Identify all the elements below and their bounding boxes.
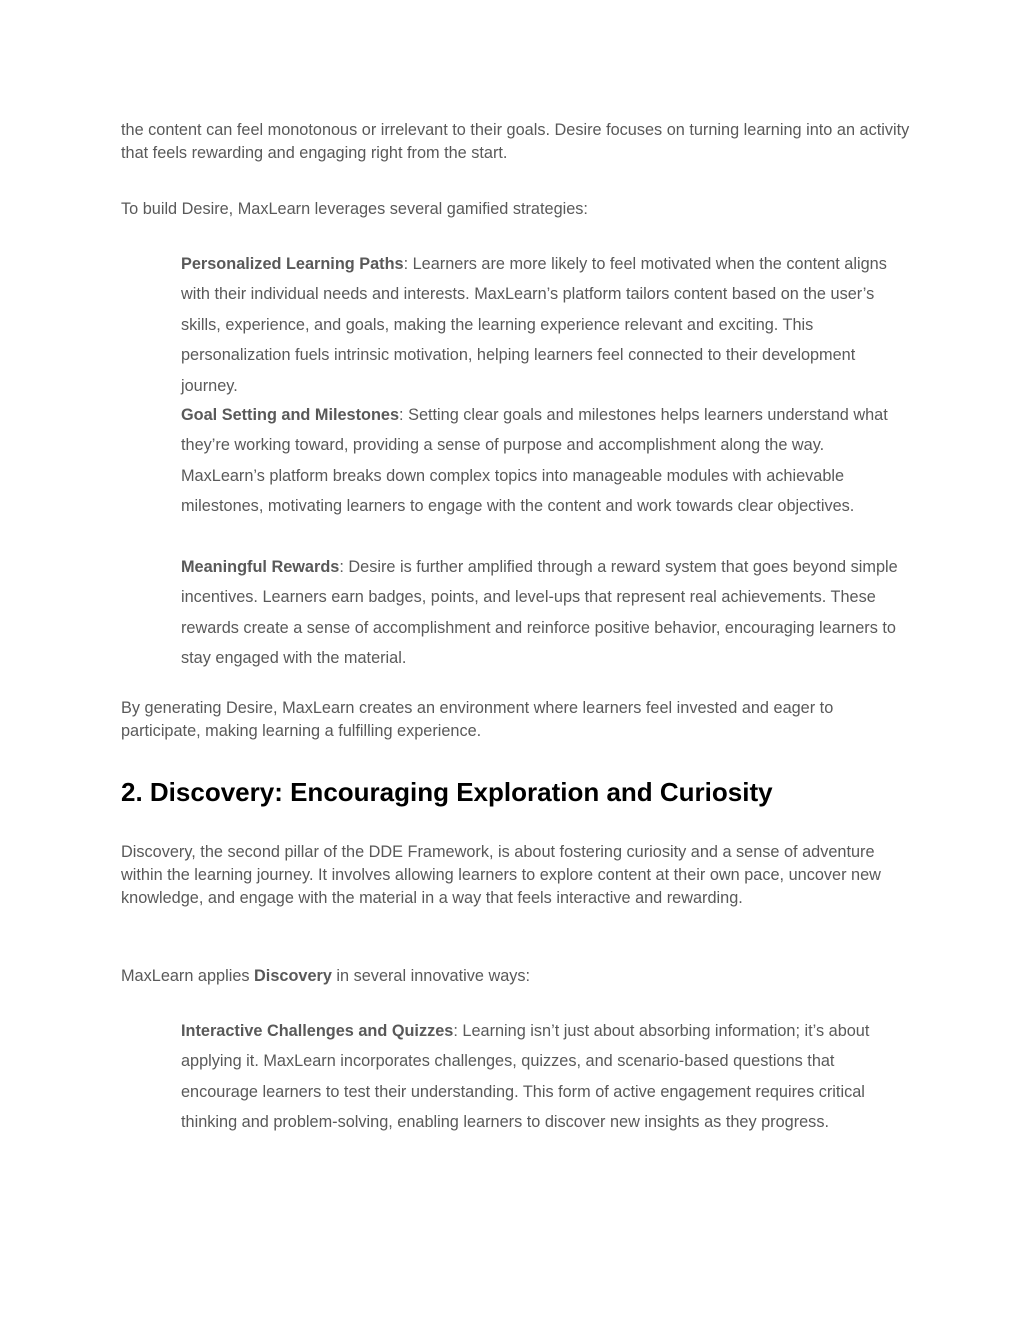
list-item-term: Goal Setting and Milestones (181, 406, 400, 424)
list-item-term: Personalized Learning Paths (181, 255, 404, 273)
desire-strategies-intro: To build Desire, MaxLearn leverages several gamified strategies: (121, 200, 588, 218)
list-item-text: : Desire is further amplified through a reward system that goes beyond simple incentives. Learners earn badges, points, and level-ups that represent real achievements. These rewards create a sense of accomplishment and reinforce positive behavior, encouraging learners to stay engaged with the material. (181, 558, 898, 668)
section-heading-discovery: 2. Discovery: Encouraging Exploration and Curiosity (121, 777, 773, 807)
discovery-paragraph: Discovery, the second pillar of the DDE Framework, is about fostering curiosity and a sense of adventure within the learning journey. It involves allowing learners to explore content at their own pace, uncover new knowledge, and engage with the material in a way that feels interactive and rewarding. (121, 843, 881, 907)
discovery-intro (121, 965, 911, 988)
list-item-text: : Learning isn’t just about absorbing information; it’s about applying it. MaxLearn incorporates challenges, quizzes, and scenario-based questions that encourage learners to test their understanding. This form of active engagement requires critical thinking and problem-solving, enabling learners to discover new insights as they progress. (181, 1022, 870, 1132)
list-item-term: Interactive Challenges and Quizzes (181, 1022, 454, 1040)
list-item (181, 400, 911, 522)
discovery-intro-term: Discovery (254, 967, 332, 985)
discovery-intro-after: in several innovative ways: (331, 967, 531, 985)
list-item (181, 1016, 911, 1138)
discovery-intro-before: MaxLearn applies (121, 967, 255, 985)
list-item-text: : Setting clear goals and milestones helps learners understand what they’re working toward, providing a sense of purpose and accomplishment along the way. MaxLearn’s platform breaks down complex topics into manageable modules with achievable milestones, motivating learners to engage with the content and work towards clear objectives. (181, 406, 888, 516)
list-item (181, 552, 911, 674)
desire-conclusion: By generating Desire, MaxLearn creates an environment where learners feel invested and eager to participate, making learning a fulfilling experience. (121, 699, 834, 740)
list-item-text: : Learners are more likely to feel motivated when the content aligns with their individual needs and interests. MaxLearn’s platform tailors content based on the user’s skills, experience, and goals, making the learning experience relevant and exciting. This personalization fuels intrinsic motivation, helping learners feel connected to their development journey. (181, 255, 887, 395)
list-item (181, 249, 911, 401)
intro-paragraph: the content can feel monotonous or irrelevant to their goals. Desire focuses on turning learning into an activity that feels rewarding and engaging right from the start. (121, 121, 910, 162)
list-item-term: Meaningful Rewards (181, 558, 340, 576)
